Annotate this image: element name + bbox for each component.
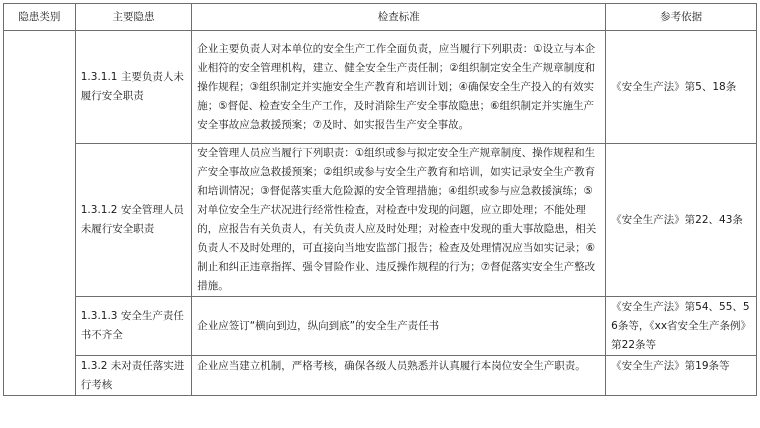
category-cell [4,31,76,396]
table-row [4,31,757,144]
basis-cell: 《安全生产法》第54、55、56条等，《xx省安全生产条例》第22条等 [606,297,757,356]
hazard-inspection-table [3,3,757,396]
standard-cell: 安全管理人员应当履行下列职责：①组织或参与拟定安全生产规章制度、操作规程和生产安全事故应急救援预案；②组织或参与安全生产教育和培训，如实记录安全生产教育和培训情况；③督促落实重大危险源的安全管理措施；④组织或参与应急救援演练；⑤对单位安全生产状况进行经常性检查，对检查中发现的问题，应立即处理；不能处理的，应报告有关负责人，有关负责人应及时处理；对检查中发现的重大事故隐患，相关负责人不及时处理的，可直接向当地安监部门报告；检查及处理情况应当如实记录；⑥制止和纠正违章指挥、强令冒险作业、违反操作规程的行为；⑦督促落实安全生产整改措施。 [192,144,606,297]
basis-cell: 《安全生产法》第19条等 [606,356,757,396]
table-row [4,144,757,297]
hazard-cell: 1.3.1.3 安全生产责任书不齐全 [75,297,191,356]
hazard-cell: 1.3.1.1 主要负责人未履行安全职责 [75,31,191,144]
table-row [4,297,757,356]
table-row [4,356,757,396]
standard-cell: 企业主要负责人对本单位的安全生产工作全面负责，应当履行下列职责：①设立与本企业相符的安全管理机构，建立、健全安全生产责任制；②组织制定安全生产规章制度和操作规程；③组织制定并实施安全生产教育和培训计划；④确保安全生产投入的有效实施；⑤督促、检查安全生产工作，及时消除生产安全事故隐患；⑥组织制定并实施生产安全事故应急救援预案；⑦及时、如实报告生产安全事故。 [192,31,606,144]
hazard-cell: 1.3.2 未对责任落实进行考核 [75,356,191,396]
basis-cell: 《安全生产法》第5、18条 [606,31,757,144]
header-basis: 参考依据 [606,4,757,31]
basis-cell: 《安全生产法》第22、43条 [606,144,757,297]
table-header-row [4,4,757,31]
standard-cell: 企业应当建立机制，严格考核，确保各级人员熟悉并认真履行本岗位安全生产职责。 [192,356,606,396]
standard-cell: 企业应签订“横向到边，纵向到底”的安全生产责任书 [192,297,606,356]
header-standard: 检查标准 [192,4,606,31]
header-category: 隐患类别 [4,4,76,31]
header-hazard: 主要隐患 [75,4,191,31]
hazard-cell: 1.3.1.2 安全管理人员未履行安全职责 [75,144,191,297]
